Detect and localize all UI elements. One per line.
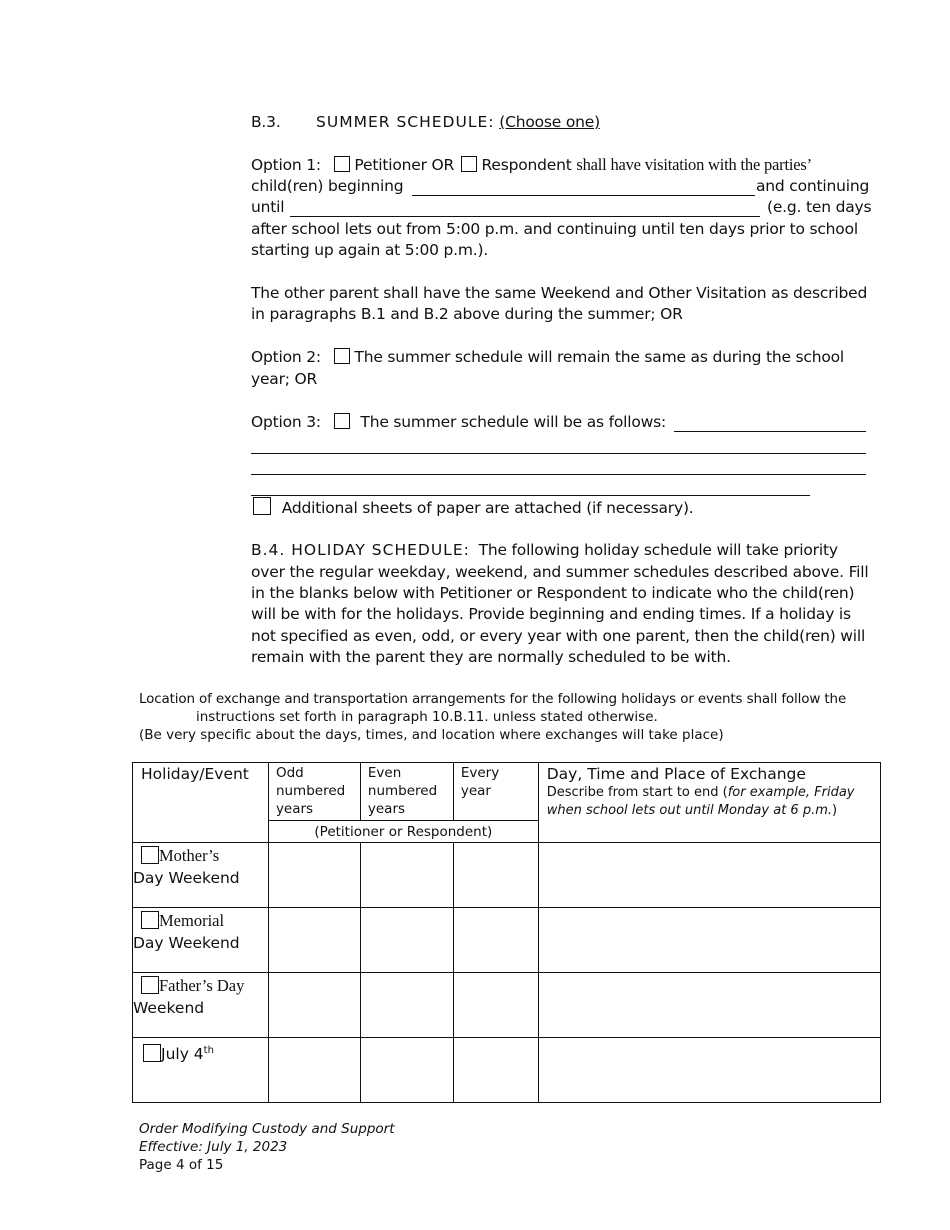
- option-1-continuing-label: and continuing: [756, 177, 870, 195]
- even-cell[interactable]: [360, 908, 453, 973]
- option-1-until-field[interactable]: [290, 216, 760, 217]
- location-line3: (Be very specific about the days, times, and location where exchanges will take place): [139, 727, 724, 743]
- holiday-line6: remain with the parent they are normally scheduled to be with.: [251, 648, 731, 666]
- july-4-checkbox[interactable]: [143, 1044, 161, 1062]
- header-holiday: [133, 763, 269, 843]
- additional-sheets-checkbox[interactable]: [253, 497, 271, 515]
- header-exchange-label: Day, Time and Place of Exchange: [546, 765, 806, 783]
- row-label-a: Mother’s: [159, 846, 220, 865]
- summer-heading: [251, 112, 600, 134]
- exchange-cell[interactable]: [538, 1038, 880, 1103]
- even-cell[interactable]: [360, 843, 453, 908]
- option-3-field-3[interactable]: [251, 474, 866, 475]
- table-row: [133, 973, 881, 1038]
- odd-cell[interactable]: [268, 908, 360, 973]
- fathers-day-checkbox[interactable]: [141, 976, 159, 994]
- location-line2: instructions set forth in paragraph 10.B.11. unless stated otherwise.: [196, 709, 658, 725]
- option-3-text: The summer schedule will be as follows:: [360, 413, 667, 431]
- every-cell[interactable]: [453, 973, 538, 1038]
- mothers-day-checkbox[interactable]: [141, 846, 159, 864]
- other-parent-line1: The other parent shall have the same Weekend and Other Visitation as described: [251, 284, 868, 302]
- row-label-a: Memorial: [159, 911, 225, 930]
- odd-cell[interactable]: [268, 973, 360, 1038]
- header-holiday-label: Holiday/Event: [141, 765, 249, 783]
- header-exchange: [538, 763, 880, 843]
- summer-heading-choice: (Choose one): [499, 113, 600, 131]
- option-1-example-text: (e.g. ten days: [767, 198, 872, 216]
- table-header-row: [133, 763, 881, 821]
- odd-cell[interactable]: [268, 1038, 360, 1103]
- holiday-line5: not specified as even, odd, or every year with one parent, then the child(ren) will: [251, 627, 866, 645]
- row-holiday: [133, 1038, 269, 1103]
- row-holiday: [133, 908, 269, 973]
- location-line1: Location of exchange and transportation arrangements for the following holidays or events shall follow the: [139, 691, 847, 707]
- option-1-line5: starting up again at 5:00 p.m.).: [251, 241, 489, 259]
- option-1-label: Option 1:: [251, 156, 321, 174]
- additional-sheets: [253, 497, 694, 520]
- footer-effective: Effective: July 1, 2023: [139, 1139, 288, 1155]
- option-3-field-4[interactable]: [251, 495, 810, 496]
- option-1: [251, 154, 866, 177]
- even-cell[interactable]: [360, 973, 453, 1038]
- option-2-checkbox[interactable]: [334, 348, 350, 364]
- every-cell[interactable]: [453, 843, 538, 908]
- holiday-table: [132, 762, 881, 1103]
- summer-heading-number: B.3.: [251, 113, 281, 131]
- holiday-line3: in the blanks below with Petitioner or Respondent to indicate who the child(ren): [251, 584, 855, 602]
- holiday-line1-text: The following holiday schedule will take priority: [478, 541, 838, 559]
- even-cell[interactable]: [360, 1038, 453, 1103]
- option-1-respondent-label: Respondent: [481, 156, 572, 174]
- memorial-day-checkbox[interactable]: [141, 911, 159, 929]
- holiday-heading: B.4. HOLIDAY SCHEDULE:: [251, 541, 470, 559]
- option-1-until-label: until: [251, 198, 285, 216]
- subheader-label: (Petitioner or Respondent): [314, 823, 493, 840]
- table-row: [133, 1038, 881, 1103]
- option-2-label: Option 2:: [251, 348, 321, 366]
- header-odd-label: Odd numbered years: [275, 765, 346, 817]
- additional-sheets-text: Additional sheets of paper are attached (if necessary).: [281, 499, 694, 517]
- table-row: [133, 843, 881, 908]
- summer-heading-title: SUMMER SCHEDULE:: [316, 113, 495, 131]
- row-label-b: Day Weekend: [133, 934, 240, 952]
- row-label-b: Weekend: [133, 999, 205, 1017]
- row-label-a: July 4: [161, 1045, 204, 1064]
- option-1-petitioner-label: Petitioner OR: [354, 156, 455, 174]
- option-3-field-2[interactable]: [251, 453, 866, 454]
- option-1-line4: after school lets out from 5:00 p.m. and continuing until ten days prior to school: [251, 220, 858, 238]
- option-1-petitioner-checkbox[interactable]: [334, 156, 350, 172]
- option-2-text2: year; OR: [251, 370, 318, 388]
- header-even: [360, 763, 453, 821]
- other-parent-line2: in paragraphs B.1 and B.2 above during the summer; OR: [251, 305, 683, 323]
- exchange-cell[interactable]: [538, 908, 880, 973]
- holiday-line1: [251, 540, 838, 562]
- header-every: [453, 763, 538, 821]
- header-even-label: Even numbered years: [367, 765, 438, 817]
- row-holiday: [133, 843, 269, 908]
- exchange-cell[interactable]: [538, 843, 880, 908]
- footer: [139, 1120, 395, 1174]
- option-1-respondent-checkbox[interactable]: [461, 156, 477, 172]
- row-label-b: Day Weekend: [133, 869, 240, 887]
- option-1-beginning-label: child(ren) beginning: [251, 177, 404, 195]
- odd-cell[interactable]: [268, 843, 360, 908]
- footer-page: Page 4 of 15: [139, 1157, 224, 1173]
- table-row: [133, 908, 881, 973]
- header-every-label: Every year: [460, 765, 500, 799]
- option-3: [251, 412, 666, 434]
- subheader-cell: [268, 821, 538, 843]
- option-1-beginning-field[interactable]: [412, 195, 755, 196]
- option-3-checkbox[interactable]: [334, 413, 350, 429]
- row-holiday: [133, 973, 269, 1038]
- footer-title: Order Modifying Custody and Support: [139, 1121, 395, 1137]
- option-3-label: Option 3:: [251, 413, 321, 431]
- header-exchange-note: Describe from start to end (for example, Friday when school lets out until Monday at 6 p.m.): [546, 785, 855, 818]
- row-label-a: Father’s Day: [159, 976, 245, 995]
- header-odd: [268, 763, 360, 821]
- option-2: [251, 347, 844, 369]
- option-2-text: The summer schedule will remain the same as during the school: [354, 348, 845, 366]
- holiday-line4: will be with for the holidays. Provide beginning and ending times. If a holiday is: [251, 605, 851, 623]
- option-3-field-1[interactable]: [674, 431, 866, 432]
- exchange-cell[interactable]: [538, 973, 880, 1038]
- every-cell[interactable]: [453, 1038, 538, 1103]
- row-label-sup: th: [203, 1045, 214, 1056]
- holiday-line2: over the regular weekday, weekend, and summer schedules described above. Fill: [251, 563, 869, 581]
- option-1-visitation-text: shall have visitation with the parties’: [576, 155, 812, 174]
- every-cell[interactable]: [453, 908, 538, 973]
